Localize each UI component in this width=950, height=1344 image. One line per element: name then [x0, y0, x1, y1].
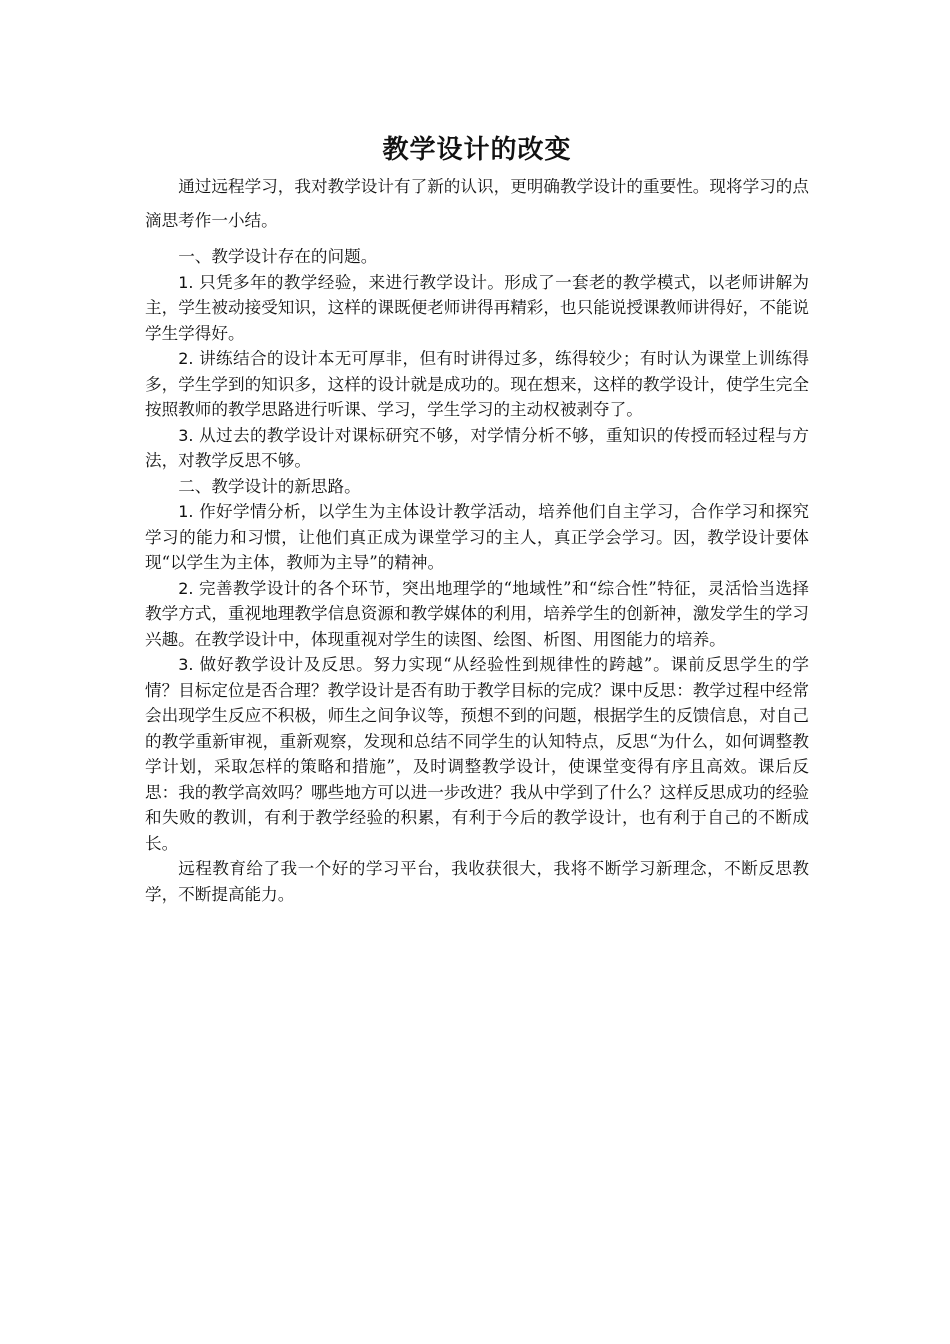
item-number: 2. — [178, 578, 194, 598]
section-2-heading: 二、教学设计的新思路。 — [178, 476, 361, 496]
item-number: 2. — [178, 349, 194, 368]
section-2-item-2 — [145, 576, 809, 653]
item-text: 从过去的教学设计对课标研究不够，对学情分析不够，重知识的传授而轻过程与方法，对教学反思不够。 — [145, 425, 809, 470]
item-text: 讲练结合的设计本无可厚非，但有时讲得过多，练得较少；有时认为课堂上训练得多，学生学到的知识多，这样的设计就是成功的。现在想来，这样的教学设计，使学生完全按照教师的教学思路进行听课、学习，学生学习的主动权被剥夺了。 — [145, 349, 809, 419]
document-body — [145, 130, 809, 907]
item-text: 作好学情分析，以学生为主体设计教学活动，培养他们自主学习，合作学习和探究学习的能力和习惯，让他们真正成为课堂学习的主人，真正学会学习。因，教学设计要体现“以学生为主体，教师为主导”的精神。 — [145, 502, 809, 572]
section-2-item-3 — [145, 652, 809, 856]
section-1-item-3 — [145, 423, 809, 474]
section-1-item-1 — [145, 270, 809, 347]
item-text: 只凭多年的教学经验，来进行教学设计。形成了一套老的教学模式，以老师讲解为主，学生被动接受知识，这样的课既便老师讲得再精彩，也只能说授课教师讲得好，不能说学生学得好。 — [145, 272, 809, 343]
item-text: 做好教学设计及反思。努力实现“从经验性到规律性的跨越”。课前反思学生的学情？目标定位是否合理？教学设计是否有助于教学目标的完成？课中反思：教学过程中经常会出现学生反应不积极，师生之间争议等，预想不到的问题，根据学生的反馈信息，对自己的教学重新审视，重新观察，发现和总结不同学生的认知特点，反思“为什么，如何调整教学计划，采取怎样的策略和措施”，及时调整教学设计，使课堂变得有序且高效。课后反思：我的教学高效吗？哪些地方可以进一步改进？我从中学到了什么？这样反思成功的经验和失败的教训，有利于教学经验的积累，有利于今后的教学设计，也有利于自己的不断成长。 — [145, 655, 809, 853]
document-title: 教学设计的改变 — [382, 135, 572, 165]
item-number: 3. — [178, 655, 194, 674]
conclusion-paragraph: 远程教育给了我一个好的学习平台，我收获很大，我将不断学习新理念，不断反思教学，不断提高能力。 — [145, 859, 809, 904]
item-text: 完善教学设计的各个环节，突出地理学的“地域性”和“综合性”特征，灵活恰当选择教学方式，重视地理教学信息资源和教学媒体的利用，培养学生的创新神，激发学生的学习兴趣。在教学设计中，体现重视对学生的读图、绘图、析图、用图能力的培养。 — [145, 578, 809, 649]
item-number: 3. — [178, 425, 194, 445]
section-1-item-2 — [145, 346, 809, 423]
item-number: 1. — [178, 272, 194, 292]
intro-paragraph: 通过远程学习，我对教学设计有了新的认识，更明确教学设计的重要性。现将学习的点滴思考作一小结。 — [145, 177, 809, 230]
section-1-heading: 一、教学设计存在的问题。 — [178, 247, 378, 266]
section-2-item-1 — [145, 499, 809, 576]
item-number: 1. — [178, 502, 194, 521]
